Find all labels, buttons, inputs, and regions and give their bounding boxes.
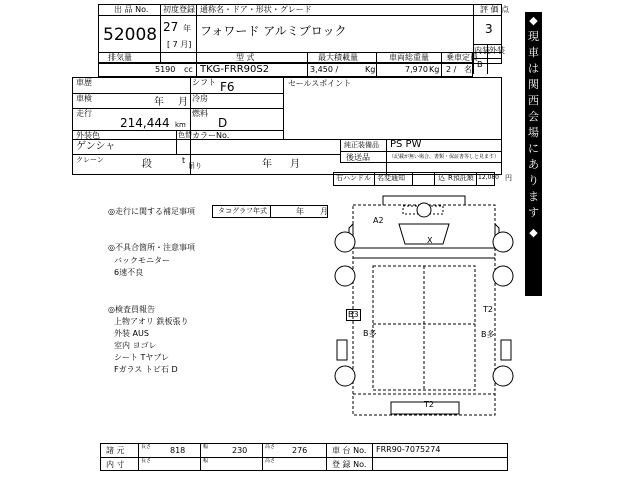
banner-char: あ [528, 158, 539, 171]
first-reg-month: [ 7 月] [167, 40, 192, 49]
exterior-label: 外装 [489, 46, 505, 55]
length-label: 長さ [141, 444, 152, 450]
type-label: 型 式 [236, 53, 255, 62]
inspector-line: Fガラス トビ石 D [114, 365, 178, 374]
mark-x: X [427, 236, 433, 245]
capacity-value: 2 / [446, 65, 457, 74]
crane-t: t [182, 156, 186, 165]
mark-b3: B3 [348, 310, 359, 319]
max-load-label: 最大積載量 [318, 53, 358, 62]
crane-label: クレーン [76, 156, 104, 164]
inspector-line: 外装 AUS [114, 329, 149, 338]
inspection-month: 月 [178, 97, 188, 108]
gross-weight-label: 車両総重量 [389, 53, 429, 62]
recycle-deposit-label: R預託額 [448, 174, 474, 182]
ext-color-label: 外装色 [76, 131, 100, 140]
inspector-line: 室内 ヨゴレ [114, 341, 157, 350]
recycle-amount: 12,080 [478, 174, 499, 181]
inspection-label: 車検 [76, 94, 92, 103]
wheel-mid-left [335, 266, 355, 286]
crane-lift-label: 吊り [188, 162, 202, 170]
tachograph-month: 月 [320, 207, 328, 216]
crane-month: 月 [290, 159, 300, 170]
internal-dims-label: 内 寸 [106, 460, 125, 469]
banner-char: 車 [528, 46, 539, 59]
fuel-label: 燃料 [192, 109, 208, 118]
dims-label: 諸 元 [106, 446, 125, 455]
chassis-number: FRR90-7075274 [376, 445, 441, 454]
inspector-line: シート Tヤブレ [114, 353, 170, 362]
banner-char: 現 [528, 30, 539, 43]
defect-item: 6速不良 [114, 268, 144, 277]
reg-label: 登 録 No. [332, 460, 367, 469]
first-reg-label: 初度登録 [163, 5, 195, 14]
score-label: 評 価 点 [480, 5, 510, 14]
wheel-rear-left [335, 366, 355, 386]
banner-char: す [528, 206, 539, 219]
defects-title: ◎不具合箇所・注意事項 [108, 243, 195, 252]
location-banner [525, 12, 542, 296]
shift-value: F6 [220, 80, 235, 94]
banner-char: 会 [528, 110, 539, 123]
tachograph-label: タコグラフ年式 [218, 207, 267, 215]
wheel-front-right [493, 232, 513, 252]
displacement-label: 排気量 [108, 53, 132, 62]
lot-label: 出 品 No. [114, 5, 149, 14]
diamond-icon: ◆ [529, 226, 538, 239]
chassis-label: 車 台 No. [332, 446, 367, 455]
lot-number: 52008 [103, 25, 158, 45]
int-width-label: 幅 [203, 458, 209, 464]
displacement-unit: cc [184, 65, 193, 74]
height-value: 276 [292, 446, 308, 455]
genuine-label: 純正装備品 [344, 141, 379, 149]
capacity-label: 乗車定員 [446, 53, 478, 62]
year-unit: 年 [183, 24, 191, 33]
model-type: TKG-FRR90S2 [200, 64, 270, 75]
crane-stage: 段 [142, 159, 152, 170]
capacity-unit: 名 [464, 65, 472, 74]
banner-char: に [528, 142, 539, 155]
diamond-icon: ◆ [529, 14, 538, 27]
shift-label: シフト [192, 78, 216, 87]
genuine-value: PS PW [390, 139, 422, 150]
wheel-mid-right [493, 266, 513, 286]
handle-label: 右ハンドル [336, 174, 371, 182]
mark-b-left: B多 [363, 329, 377, 338]
first-reg-year: 27 [163, 20, 179, 34]
max-load-value: 3,450 / [310, 65, 339, 74]
banner-char: 場 [528, 126, 539, 139]
car-name-label: 通称名・ドア・形状・グレード [200, 5, 312, 14]
aircon-label: 冷房 [192, 94, 208, 103]
sales-point-label: セールスポイント [288, 79, 352, 88]
banner-char: 関 [528, 78, 539, 91]
height-label: 高さ [265, 444, 276, 450]
width-label: 幅 [203, 444, 209, 450]
color-no-label: カラーNo. [192, 131, 230, 140]
int-length-label: 長さ [141, 458, 152, 464]
length-value: 818 [170, 446, 186, 455]
displacement-value: 5190 [155, 65, 176, 74]
spare-wheel [417, 203, 431, 217]
banner-char: り [528, 174, 539, 187]
interior-grade: B [477, 60, 483, 69]
score: 3 [485, 22, 493, 36]
mileage-unit: km [175, 121, 186, 129]
ext-color-value: ゲンシャ [76, 141, 116, 152]
recycle-unit: 円 [505, 174, 512, 182]
fuel-value: D [218, 116, 228, 130]
inspector-title: ◎検査員報告 [108, 305, 155, 314]
mark-t2-right: T2 [483, 305, 493, 314]
wheel-rear-right [493, 366, 513, 386]
mileage-value: 214,444 [120, 116, 170, 130]
gross-weight-value: 7,970 [405, 65, 428, 74]
banner-char: ま [528, 190, 539, 203]
max-load-unit: Kg [365, 65, 376, 74]
banner-char: 西 [528, 94, 539, 107]
mark-a2: A2 [373, 216, 384, 225]
mileage-label: 走行 [76, 109, 92, 118]
post-label: 後送品 [346, 153, 370, 162]
recycle-included: 込 [438, 174, 445, 182]
int-height-label: 高さ [265, 458, 276, 464]
interior-label: 内装 [474, 46, 490, 55]
gross-weight-unit: Kg [429, 65, 440, 74]
banner-char: は [528, 62, 539, 75]
mark-t2-bottom: T2 [424, 400, 434, 409]
width-value: 230 [232, 446, 248, 455]
recolor-label: 色替 [178, 131, 192, 139]
supplement-title: ◎走行に関する補足事項 [108, 207, 195, 216]
history-label: 車歴 [76, 78, 92, 87]
mark-b-right: B多 [481, 330, 495, 339]
inspector-line: 上物アオリ 鉄板張り [114, 317, 189, 326]
crane-year: 年 [262, 159, 272, 170]
inspection-year: 年 [154, 97, 164, 108]
defect-item: バックモニター [114, 256, 170, 265]
tachograph-year: 年 [296, 207, 304, 216]
name-change-label: 名変通知 [377, 174, 405, 182]
car-name: フォワード アルミブロック [200, 24, 347, 38]
post-note: （記載が無い場合、書類・保証書等しと見ます） [389, 154, 500, 160]
wheel-front-left [335, 232, 355, 252]
